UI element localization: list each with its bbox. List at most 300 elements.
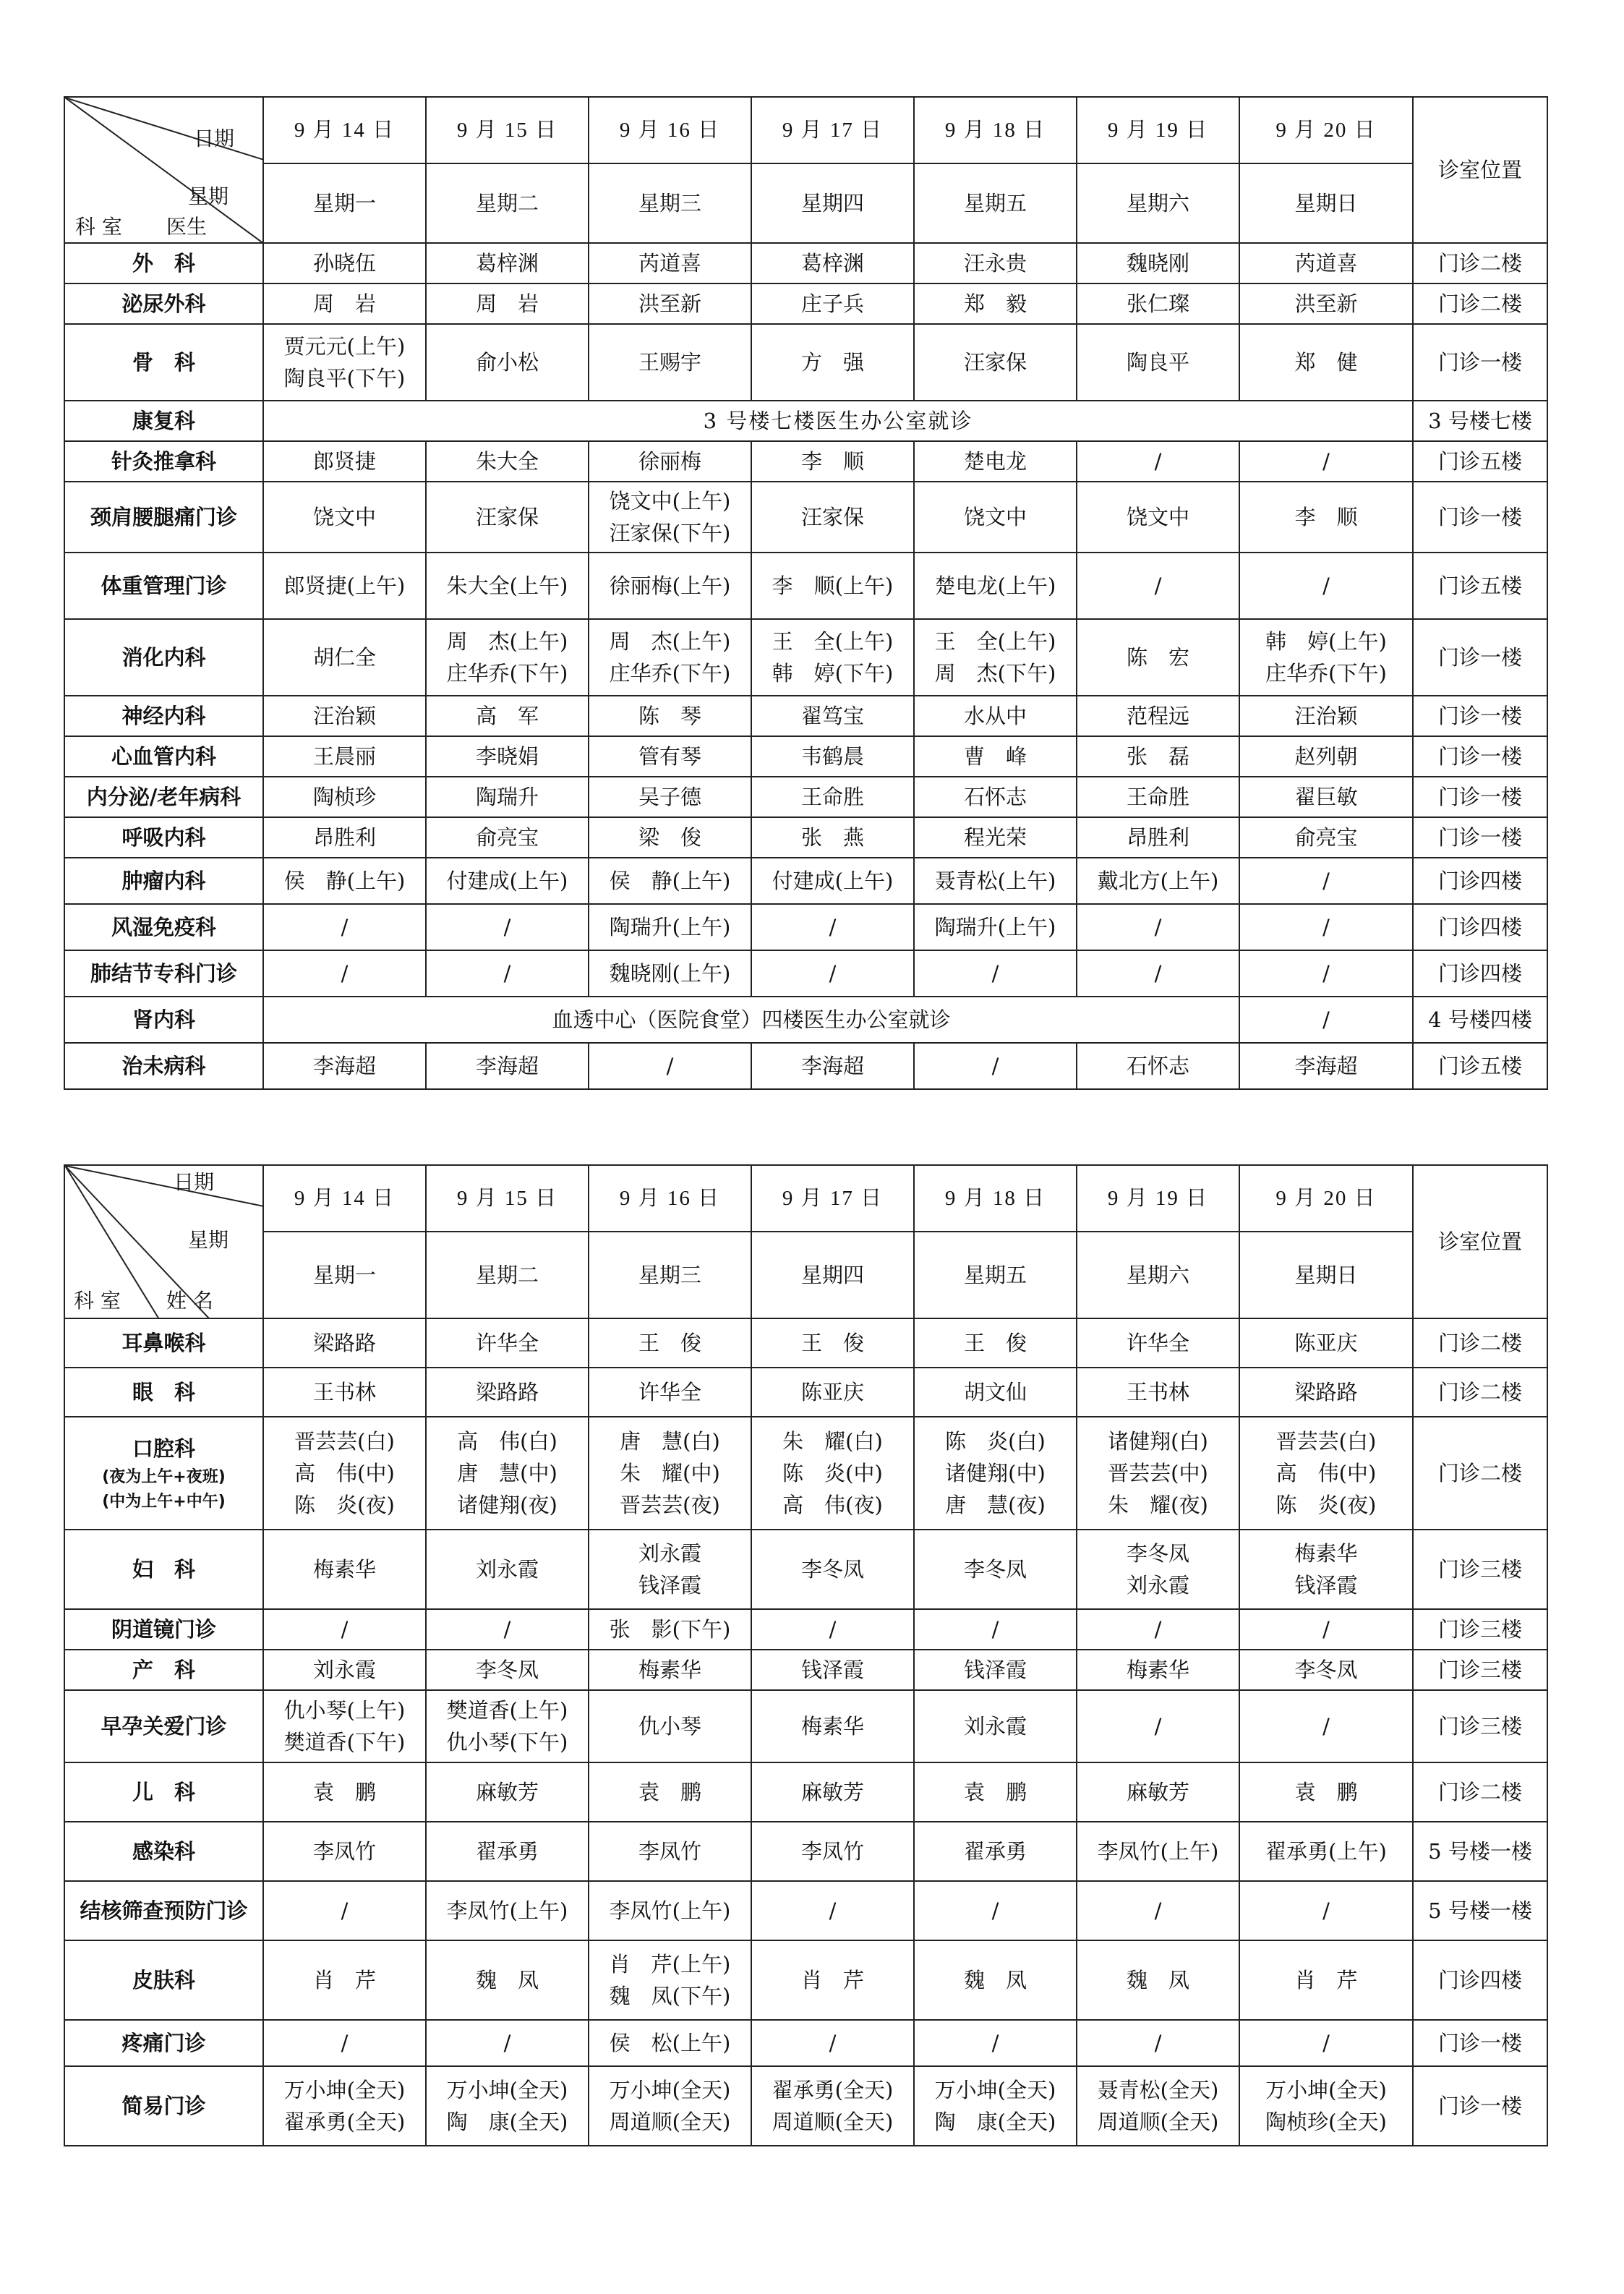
schedule-cell [426,553,589,619]
schedule-cell [426,2066,589,2146]
cell-line: 楚电龙 [963,449,1027,474]
schedule-cell [1239,2020,1413,2066]
schedule-cell [751,817,914,858]
cell-line: 诸健翔(中) [945,1461,1046,1485]
cell-line: 李晓娟 [475,744,539,769]
schedule-cell [1239,1690,1413,1762]
schedule-cell [1077,2066,1239,2146]
cell-line: 汪家保(下午) [609,521,731,545]
cell-line: / [503,1617,511,1642]
cell-line: 万小坤(全天) [446,2078,568,2102]
location-cell: 门诊二楼 [1413,1417,1547,1530]
cell-line: 高 伟(夜) [782,1493,883,1517]
cell-line: 刘永霞 [312,1658,376,1682]
schedule-cell [751,1940,914,2020]
cell-line: / [1322,1617,1330,1642]
schedule-cell [263,858,426,904]
schedule-cell [426,904,589,950]
schedule-cell [751,243,914,283]
schedule-cell [1077,858,1239,904]
table-row [64,1762,1547,1822]
weekday-header: 星期三 [589,163,751,243]
cell-line: 袁 鹏 [1294,1780,1358,1804]
cell-line: 翟承勇(上午) [1265,1839,1387,1864]
merged-schedule-cell: 血透中心（医院食堂）四楼医生办公室就诊 [263,997,1239,1043]
schedule-cell [263,904,426,950]
schedule-cell [1077,1043,1239,1089]
cell-line: 周 岩 [312,291,376,316]
weekday-header: 星期六 [1077,1232,1239,1318]
schedule-cell [1239,1368,1413,1417]
cell-line: 李凤竹 [312,1839,376,1864]
department-label: 儿 科 [132,1780,195,1804]
cell-line: 王 俊 [800,1331,864,1355]
cell-line: 王 俊 [963,1331,1027,1355]
schedule-cell [263,1530,426,1609]
cell-line: / [1154,1714,1162,1739]
schedule-cell [1077,904,1239,950]
weekday-header: 星期三 [589,1232,751,1318]
date-header: 9 月 18 日 [914,1165,1077,1232]
weekday-header: 星期一 [263,163,426,243]
cell-line: 唐 慧(夜) [945,1493,1046,1517]
cell-line: 李 顺 [800,449,864,474]
cell-line: / [1322,961,1330,986]
cell-line: 张 影(下午) [609,1617,731,1642]
location-cell: 5 号楼一楼 [1413,1822,1547,1881]
schedule-cell [426,2020,589,2066]
cell-line: 仇小琴 [638,1714,701,1739]
cell-line: 肖 芹(上午) [609,1952,731,1977]
corner-date-label: 日期 [174,1170,215,1194]
schedule-cell [426,1881,589,1940]
cell-line: 陈 琴 [638,704,701,728]
department-name [64,1650,263,1690]
cell-line: 高 军 [475,704,539,728]
schedule-cell [914,2066,1077,2146]
cell-line: 庄华乔(下午) [446,661,568,686]
schedule-cell [263,1043,426,1089]
cell-line: 陈 炎(夜) [294,1493,395,1517]
cell-line: 钱泽霞 [800,1658,864,1682]
cell-line: / [1322,574,1330,598]
cell-line: / [341,1898,349,1923]
schedule-cell [914,482,1077,553]
cell-line: 朱 耀(中) [620,1461,720,1485]
schedule-cell [914,1762,1077,1822]
cell-line: / [1322,449,1330,474]
schedule-cell [589,696,751,736]
table-row [64,777,1547,817]
schedule-cell [263,777,426,817]
cell-line: 樊道香(上午) [446,1698,568,1723]
cell-line: 王赐宇 [638,350,701,375]
cell-line: 程光荣 [963,825,1027,850]
cell-line: 魏 凤 [475,1968,539,1992]
cell-line: / [1322,1898,1330,1923]
cell-line: 俞小松 [475,350,539,375]
location-cell: 门诊一楼 [1413,777,1547,817]
schedule-cell [263,482,426,553]
cell-line: 汪家保 [963,350,1027,375]
schedule-cell [1239,324,1413,401]
schedule-cell [1239,1043,1413,1089]
weekday-header: 星期六 [1077,163,1239,243]
cell-line: 晋芸芸(夜) [620,1493,720,1517]
cell-line: 王 全(上午) [772,629,894,654]
cell-line: 王命胜 [800,785,864,809]
date-header: 9 月 15 日 [426,97,589,163]
location-cell: 门诊二楼 [1413,283,1547,324]
cell-line: / [1154,1617,1162,1642]
department-name [64,736,263,777]
cell-line: 侯 松(上午) [609,2031,731,2055]
cell-line: 李冬凤 [475,1658,539,1682]
cell-line: / [503,961,511,986]
cell-line: 洪至新 [638,291,701,316]
schedule-cell [751,1690,914,1762]
schedule-cell [426,619,589,696]
schedule-cell [1239,1530,1413,1609]
cell-line: 李 顺 [1294,505,1358,529]
department-label: 骨 科 [132,350,195,375]
table-row [64,858,1547,904]
schedule-cell [1239,817,1413,858]
date-header: 9 月 14 日 [263,1165,426,1232]
table-row [64,324,1547,401]
cell-line: 朱大全(上午) [446,574,568,598]
cell-line: 葛梓渊 [800,251,864,276]
cell-line: 饶文中 [1126,505,1189,529]
schedule-cell [263,950,426,997]
cell-line: 魏 凤 [963,1968,1027,1992]
cell-line: 饶文中 [312,505,376,529]
department-label: 神经内科 [121,704,206,728]
corner-dept-label: 科 室 [74,1289,121,1313]
schedule-cell [1239,553,1413,619]
schedule-cell [1239,858,1413,904]
schedule-cell [426,482,589,553]
cell-line: 汪家保 [800,505,864,529]
schedule-cell [1077,736,1239,777]
schedule-cell [914,283,1077,324]
cell-line: 赵列朝 [1294,744,1358,769]
schedule-cell [1239,904,1413,950]
schedule-cell [589,1609,751,1650]
cell-line: 梁路路 [1294,1380,1358,1404]
cell-line: 贾元元(上午) [283,334,406,359]
cell-line: 王命胜 [1126,785,1189,809]
cell-line: 诸健翔(夜) [457,1493,557,1517]
cell-line: 李海超 [1294,1054,1358,1078]
schedule-cell [589,1043,751,1089]
cell-line: 韦鹤晨 [800,744,864,769]
schedule-cell [1077,2020,1239,2066]
schedule-cell [1077,441,1239,482]
schedule-cell [914,1609,1077,1650]
schedule-cell [263,1368,426,1417]
schedule-cell [1077,777,1239,817]
department-label: 皮肤科 [132,1968,195,1992]
cell-line: / [341,1617,349,1642]
cell-line: 周道顺(全天) [1097,2110,1219,2134]
cell-line: 徐丽梅(上午) [609,574,731,598]
table-row [64,1043,1547,1089]
table-row [64,1940,1547,2020]
schedule-cell [1077,1609,1239,1650]
location-cell: 门诊四楼 [1413,858,1547,904]
schedule-cell [589,619,751,696]
schedule-cell [751,1822,914,1881]
schedule-cell [1239,696,1413,736]
location-cell: 门诊四楼 [1413,904,1547,950]
department-label: 针灸推拿科 [111,449,216,474]
cell-line: 陈亚庆 [1294,1331,1358,1355]
schedule-body-1 [64,243,1547,1089]
schedule-cell [751,777,914,817]
department-name [64,1043,263,1089]
cell-line: 洪至新 [1294,291,1358,316]
schedule-cell [751,1417,914,1530]
location-cell: 5 号楼一楼 [1413,1881,1547,1940]
schedule-cell [426,1530,589,1609]
department-name [64,1530,263,1609]
cell-line: / [1154,1898,1162,1923]
weekday-header: 星期二 [426,163,589,243]
weekday-header: 星期日 [1239,163,1413,243]
department-label: 泌尿外科 [121,291,206,316]
table-row [64,736,1547,777]
table-row [64,904,1547,950]
department-label: 风湿免疫科 [111,915,216,939]
schedule-cell [751,283,914,324]
schedule-cell [263,553,426,619]
cell-line: 张 燕 [800,825,864,850]
schedule-cell [589,1530,751,1609]
schedule-cell [914,696,1077,736]
weekday-header: 星期一 [263,1232,426,1318]
department-name [64,482,263,553]
cell-line: 翟承勇 [963,1839,1027,1864]
department-name [64,1690,263,1762]
schedule-cell [1077,1530,1239,1609]
cell-line: / [503,915,511,939]
cell-line: 翟笃宝 [800,704,864,728]
cell-line: 陈 炎(夜) [1275,1493,1377,1517]
cell-line: 郎贤捷(上午) [283,574,406,598]
cell-line: 陶瑞升(上午) [609,915,731,939]
cell-line: / [1322,915,1330,939]
schedule-cell [1239,1940,1413,2020]
schedule-cell [751,858,914,904]
schedule-cell [914,1650,1077,1690]
cell-line: 万小坤(全天) [934,2078,1056,2102]
table-row [64,1690,1547,1762]
department-name [64,2020,263,2066]
schedule-cell [1239,482,1413,553]
schedule-cell [589,858,751,904]
schedule-cell [1239,736,1413,777]
cell-line: 周 杰(下午) [934,661,1056,686]
cell-line: / [341,961,349,986]
location-cell: 门诊一楼 [1413,736,1547,777]
location-cell: 门诊三楼 [1413,1650,1547,1690]
cell-line: 陈 宏 [1126,645,1189,670]
schedule-cell: / [1239,997,1413,1043]
cell-line: 昂胜利 [312,825,376,850]
schedule-cell [914,243,1077,283]
location-cell: 门诊五楼 [1413,553,1547,619]
cell-line: 仇小琴(下午) [446,1730,568,1754]
cell-line: 庄华乔(下午) [609,661,731,686]
cell-line: 韩 婷(下午) [772,661,894,686]
schedule-cell [589,1650,751,1690]
schedule-cell [589,777,751,817]
department-label: 消化内科 [121,645,206,670]
cell-line: 王晨丽 [312,744,376,769]
schedule-cell [1239,619,1413,696]
weekday-header: 星期四 [751,163,914,243]
cell-line: 魏晓刚 [1126,251,1189,276]
location-cell: 门诊四楼 [1413,1940,1547,2020]
cell-line: 王书林 [1126,1380,1189,1404]
schedule-cell [1077,243,1239,283]
schedule-cell [426,1940,589,2020]
schedule-cell [426,1650,589,1690]
schedule-cell [751,553,914,619]
schedule-cell [751,1650,914,1690]
schedule-cell [589,1417,751,1530]
schedule-cell [751,2066,914,2146]
schedule-cell [1077,817,1239,858]
cell-line: 晋芸芸(中) [1108,1461,1208,1485]
department-name [64,696,263,736]
cell-line: 陈 炎(白) [945,1429,1046,1454]
cell-line: 肖 芹 [312,1968,376,1992]
schedule-cell [751,696,914,736]
cell-line: 石怀志 [963,785,1027,809]
cell-line: 周 杰(上午) [609,629,731,654]
schedule-cell [426,1690,589,1762]
schedule-cell [1077,1881,1239,1940]
schedule-cell [1077,324,1239,401]
schedule-cell [914,1530,1077,1609]
schedule-cell [751,1368,914,1417]
department-label: 早孕关爱门诊 [101,1714,227,1739]
department-name [64,1417,263,1530]
table-row [64,243,1547,283]
table-row [64,283,1547,324]
table-row [64,1368,1547,1417]
table-row [64,441,1547,482]
cell-line: 陈 炎(中) [782,1461,883,1485]
cell-line: / [991,1054,999,1078]
schedule-cell [426,243,589,283]
cell-line: 高 伟(白) [457,1429,557,1454]
cell-line: 方 强 [800,350,864,375]
cell-line: / [1154,449,1162,474]
cell-line: 肖 芹 [1294,1968,1358,1992]
cell-line: 付建成(上午) [772,869,894,893]
department-label: 妇 科 [132,1557,195,1582]
location-cell: 门诊三楼 [1413,1690,1547,1762]
schedule-cell [914,1881,1077,1940]
cell-line: 麻敏芳 [475,1780,539,1804]
schedule-cell [1239,441,1413,482]
location-cell: 门诊一楼 [1413,817,1547,858]
schedule-cell [263,441,426,482]
schedule-cell [914,1417,1077,1530]
schedule-cell [751,1762,914,1822]
department-name [64,401,263,441]
cell-line: 梁路路 [475,1380,539,1404]
corner-header [64,97,263,243]
location-cell: 门诊一楼 [1413,482,1547,553]
schedule-cell [914,324,1077,401]
cell-line: / [1322,1714,1330,1739]
department-name [64,904,263,950]
schedule-cell [914,1318,1077,1368]
cell-line: 高 伟(中) [294,1461,395,1485]
schedule-cell [1077,950,1239,997]
table-row [64,1530,1547,1609]
schedule-cell [1239,1318,1413,1368]
table-row [64,482,1547,553]
schedule-cell [914,441,1077,482]
cell-line: 梅素华 [638,1658,701,1682]
cell-line: 麻敏芳 [1126,1780,1189,1804]
cell-line: 管有琴 [638,744,701,769]
schedule-cell [426,858,589,904]
cell-line: 诸健翔(白) [1108,1429,1208,1454]
schedule-cell [914,1368,1077,1417]
cell-line: 张仁璨 [1126,291,1189,316]
schedule-cell [751,1609,914,1650]
schedule-cell [1077,553,1239,619]
department-label: 外 科 [132,251,195,276]
cell-line: / [1154,961,1162,986]
merged-schedule-cell: 3 号楼七楼医生办公室就诊 [263,401,1413,441]
cell-line: 陶 康(全天) [446,2110,568,2134]
cell-line: 梅素华 [1126,1658,1189,1682]
cell-line: / [829,915,837,939]
schedule-cell [263,243,426,283]
cell-line: 梅素华 [312,1557,376,1582]
cell-line: 周道顺(全天) [772,2110,894,2134]
department-name [64,243,263,283]
schedule-body-2 [64,1318,1547,2146]
department-label: 耳鼻喉科 [121,1331,206,1355]
cell-line: 李冬凤 [963,1557,1027,1582]
schedule-cell [589,2066,751,2146]
cell-line: 梅素华 [800,1714,864,1739]
date-header: 9 月 20 日 [1239,1165,1413,1232]
cell-line: 肖 芹 [800,1968,864,1992]
schedule-cell [589,1368,751,1417]
cell-line: 水从中 [963,704,1027,728]
schedule-cell [263,2020,426,2066]
location-cell: 门诊五楼 [1413,441,1547,482]
schedule-cell [1239,950,1413,997]
cell-line: / [991,961,999,986]
schedule-cell [751,736,914,777]
table-row [64,2066,1547,2146]
cell-line: 许华全 [1126,1331,1189,1355]
location-cell: 门诊四楼 [1413,950,1547,997]
cell-line: / [666,1054,674,1078]
schedule-cell [914,1822,1077,1881]
schedule-cell [1239,1609,1413,1650]
